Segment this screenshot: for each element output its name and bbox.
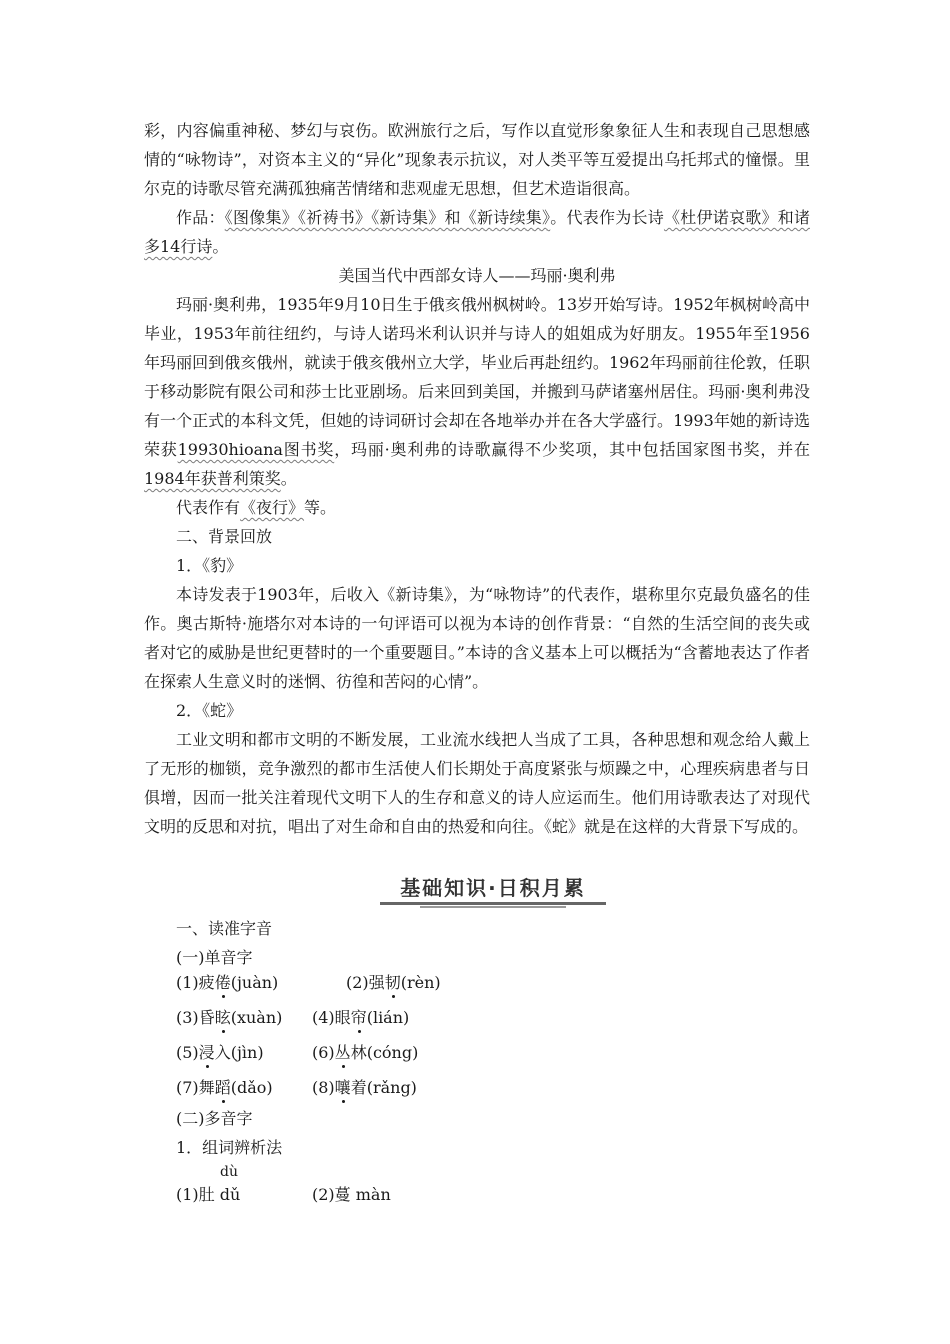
polyphone-item-1: (1)肚 dǔ bbox=[176, 1185, 241, 1204]
snake-title: 2．《蛇》 bbox=[176, 701, 243, 720]
background-heading: 二、背景回放 bbox=[176, 527, 273, 546]
banner-underline bbox=[380, 902, 606, 905]
snake-paragraph: 工业文明和都市文明的不断发展，工业流水线把人当成了工具，各种思想和观念给人戴上了无形的枷锁，竞争激烈的都市生活使人们长期处于高度紧张与烦躁之中，心理疾病患者与日俱增，因而一批关注着现代文明下人的生存和意义的诗人应运而生。他们用诗歌表达了对现代文明的反思和对抗，唱出了对生命和自由的热爱和向往。《蛇》就是在这样的大背景下写成的。 bbox=[144, 730, 810, 836]
pronunciation-heading: 一、读准字音 bbox=[176, 919, 273, 938]
pronunciation-headings bbox=[144, 914, 810, 972]
multi-char-heading: (二)多音字 bbox=[176, 1109, 253, 1128]
rilke-intro-paragraph: 彩，内容偏重神秘、梦幻与哀伤。欧洲旅行之后，写作以直觉形象象征人生和表现自己思想感情的“咏物诗”，对资本主义的“异化”现象表示抗议，对人类平等互爱提出乌托邦式的憧憬。里尔克的诗歌尽管充满孤独痛苦情绪和悲观虚无思想，但艺术造诣很高。 bbox=[144, 121, 810, 198]
oliver-title: 美国当代中西部女诗人——玛丽·奥利弗 bbox=[338, 266, 616, 285]
pron-item-1: (1)疲倦(juàn) bbox=[176, 970, 278, 993]
polyphone-headings bbox=[144, 1104, 810, 1162]
du-top-pinyin: dù bbox=[220, 1164, 238, 1180]
pron-item-6: (6)丛林(cóng) bbox=[312, 1040, 418, 1063]
pron-item-7: (7)舞蹈(dǎo) bbox=[176, 1075, 273, 1098]
leopard-title: 1．《豹》 bbox=[176, 556, 243, 575]
single-char-heading: (一)单音字 bbox=[176, 948, 253, 967]
leopard-paragraph: 本诗发表于1903年，后收入《新诗集》，为“咏物诗”的代表作，堪称里尔克最负盛名的佳作。奥古斯特·施塔尔对本诗的一句评语可以视为本诗的创作背景：“自然的生活空间的丧失或者对它的威胁是世纪更替时的一个重要题目。”本诗的含义基本上可以概括为“含蓄地表达了作者在探索人生意义时的迷惘、彷徨和苦闷的心情”。 bbox=[144, 585, 810, 691]
method-heading: 1．组词辨析法 bbox=[176, 1138, 283, 1157]
pron-item-5: (5)浸入(jìn) bbox=[176, 1040, 264, 1063]
pron-item-3: (3)昏眩(xuàn) bbox=[176, 1005, 282, 1028]
section-banner-title: 基础知识·日积月累 bbox=[400, 876, 586, 900]
oliver-bio-paragraph: 玛丽·奥利弗，1935年9月10日生于俄亥俄州枫树岭。13岁开始写诗。1952年枫树岭高中毕业，1953年前往纽约，与诗人诺玛米利认识并与诗人的姐姐成为好朋友。1955年至1956年玛丽回到俄亥俄州，就读于俄亥俄州立大学，毕业后再赴纽约。1962年玛丽前往伦敦，任职于移动影院有限公司和莎士比亚剧场。后来回到美国，并搬到马萨诸塞州居住。玛丽·奥利弗没有一个正式的本科文凭，但她的诗词研讨会却在各地举办并在各大学盛行。1993年她的新诗选荣获19930hioana图书奖，玛丽·奥利弗的诗歌赢得不少奖项，其中包括国家图书奖，并在1984年获普利策奖。 bbox=[144, 295, 810, 488]
polyphone-item-2: (2)蔓 màn bbox=[312, 1185, 391, 1204]
rilke-section bbox=[144, 116, 810, 841]
banner-underline-inner bbox=[420, 906, 566, 908]
pron-item-8: (8)嚷着(rǎng) bbox=[312, 1075, 417, 1098]
oliver-representative-works: 代表作有《夜行》等。 bbox=[176, 498, 337, 517]
pron-item-4: (4)眼帘(lián) bbox=[312, 1005, 409, 1028]
section-banner bbox=[380, 868, 606, 910]
pron-item-2: (2)强韧(rèn) bbox=[346, 970, 441, 993]
rilke-works-paragraph: 作品：《图像集》《祈祷书》《新诗集》和《新诗续集》。代表作为长诗《杜伊诺哀歌》和诸多14行诗。 bbox=[144, 208, 810, 256]
